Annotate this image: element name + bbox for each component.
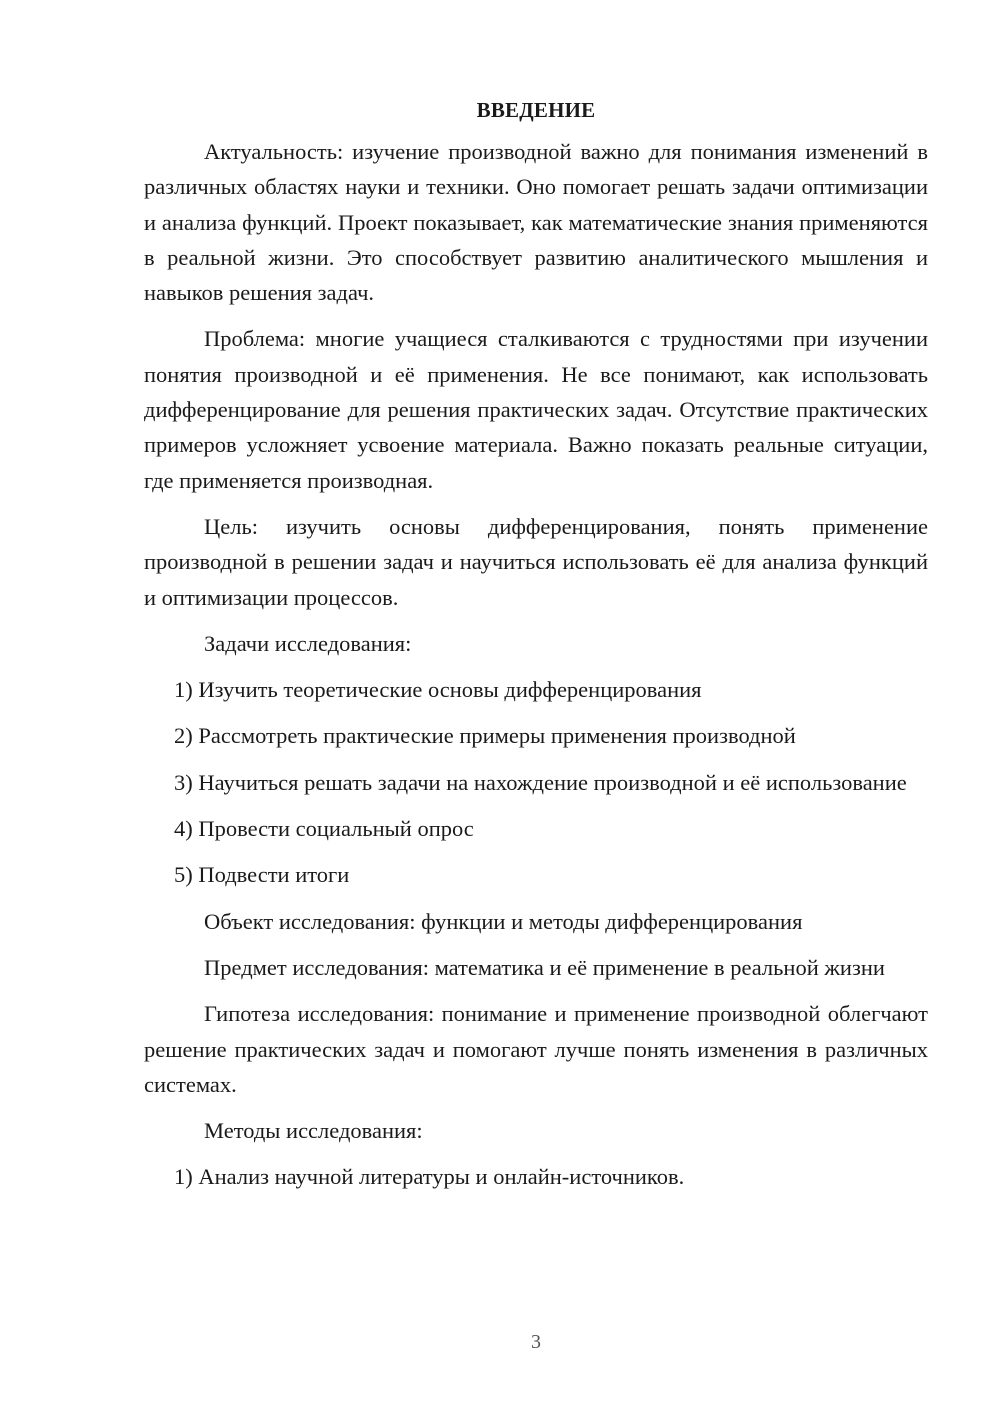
- task-item-3: 3) Научиться решать задачи на нахождение производной и её использование: [174, 769, 907, 795]
- tasks-heading: Задачи исследования:: [204, 630, 412, 656]
- document-page: [144, 92, 928, 1206]
- paragraph-goal: Цель: изучить основы дифференцирования, понять применение производной в решении задач и научиться использовать её для анализа функций и оптимизации процессов.: [144, 513, 928, 610]
- task-item-2: 2) Рассмотреть практические примеры применения производной: [174, 723, 796, 749]
- paragraph-relevance: Актуальность: изучение производной важно для понимания изменений в различных областях науки и техники. Оно помогает решать задачи оптимизации и анализа функций. Проект показывает, как математические знания применяются в реальной жизни. Это способствует развитию аналитического мышления и навыков решения задач.: [144, 139, 928, 306]
- page-number: 3: [531, 1331, 541, 1353]
- paragraph-subject: Предмет исследования: математика и её применение в реальной жизни: [204, 954, 885, 980]
- section-title: ВВЕДЕНИЕ: [476, 98, 596, 122]
- methods-heading: Методы исследования:: [204, 1118, 423, 1144]
- task-item-5: 5) Подвести итоги: [174, 862, 350, 888]
- method-item-1: 1) Анализ научной литературы и онлайн-источников.: [174, 1164, 685, 1190]
- paragraph-problem: Проблема: многие учащиеся сталкиваются с трудностями при изучении понятия производной и её применения. Не все понимают, как использовать дифференцирование для решения практических задач. Отсутствие практических примеров усложняет усвоение материала. Важно показать реальные ситуации, где применяется производная.: [144, 326, 928, 493]
- task-item-4: 4) Провести социальный опрос: [174, 816, 474, 842]
- task-item-1: 1) Изучить теоретические основы дифференцирования: [174, 677, 702, 703]
- paragraph-hypothesis: Гипотеза исследования: понимание и применение производной облегчают решение практических задач и помогают лучше понять изменения в различных системах.: [144, 1001, 928, 1097]
- paragraph-object: Объект исследования: функции и методы дифференцирования: [204, 908, 803, 934]
